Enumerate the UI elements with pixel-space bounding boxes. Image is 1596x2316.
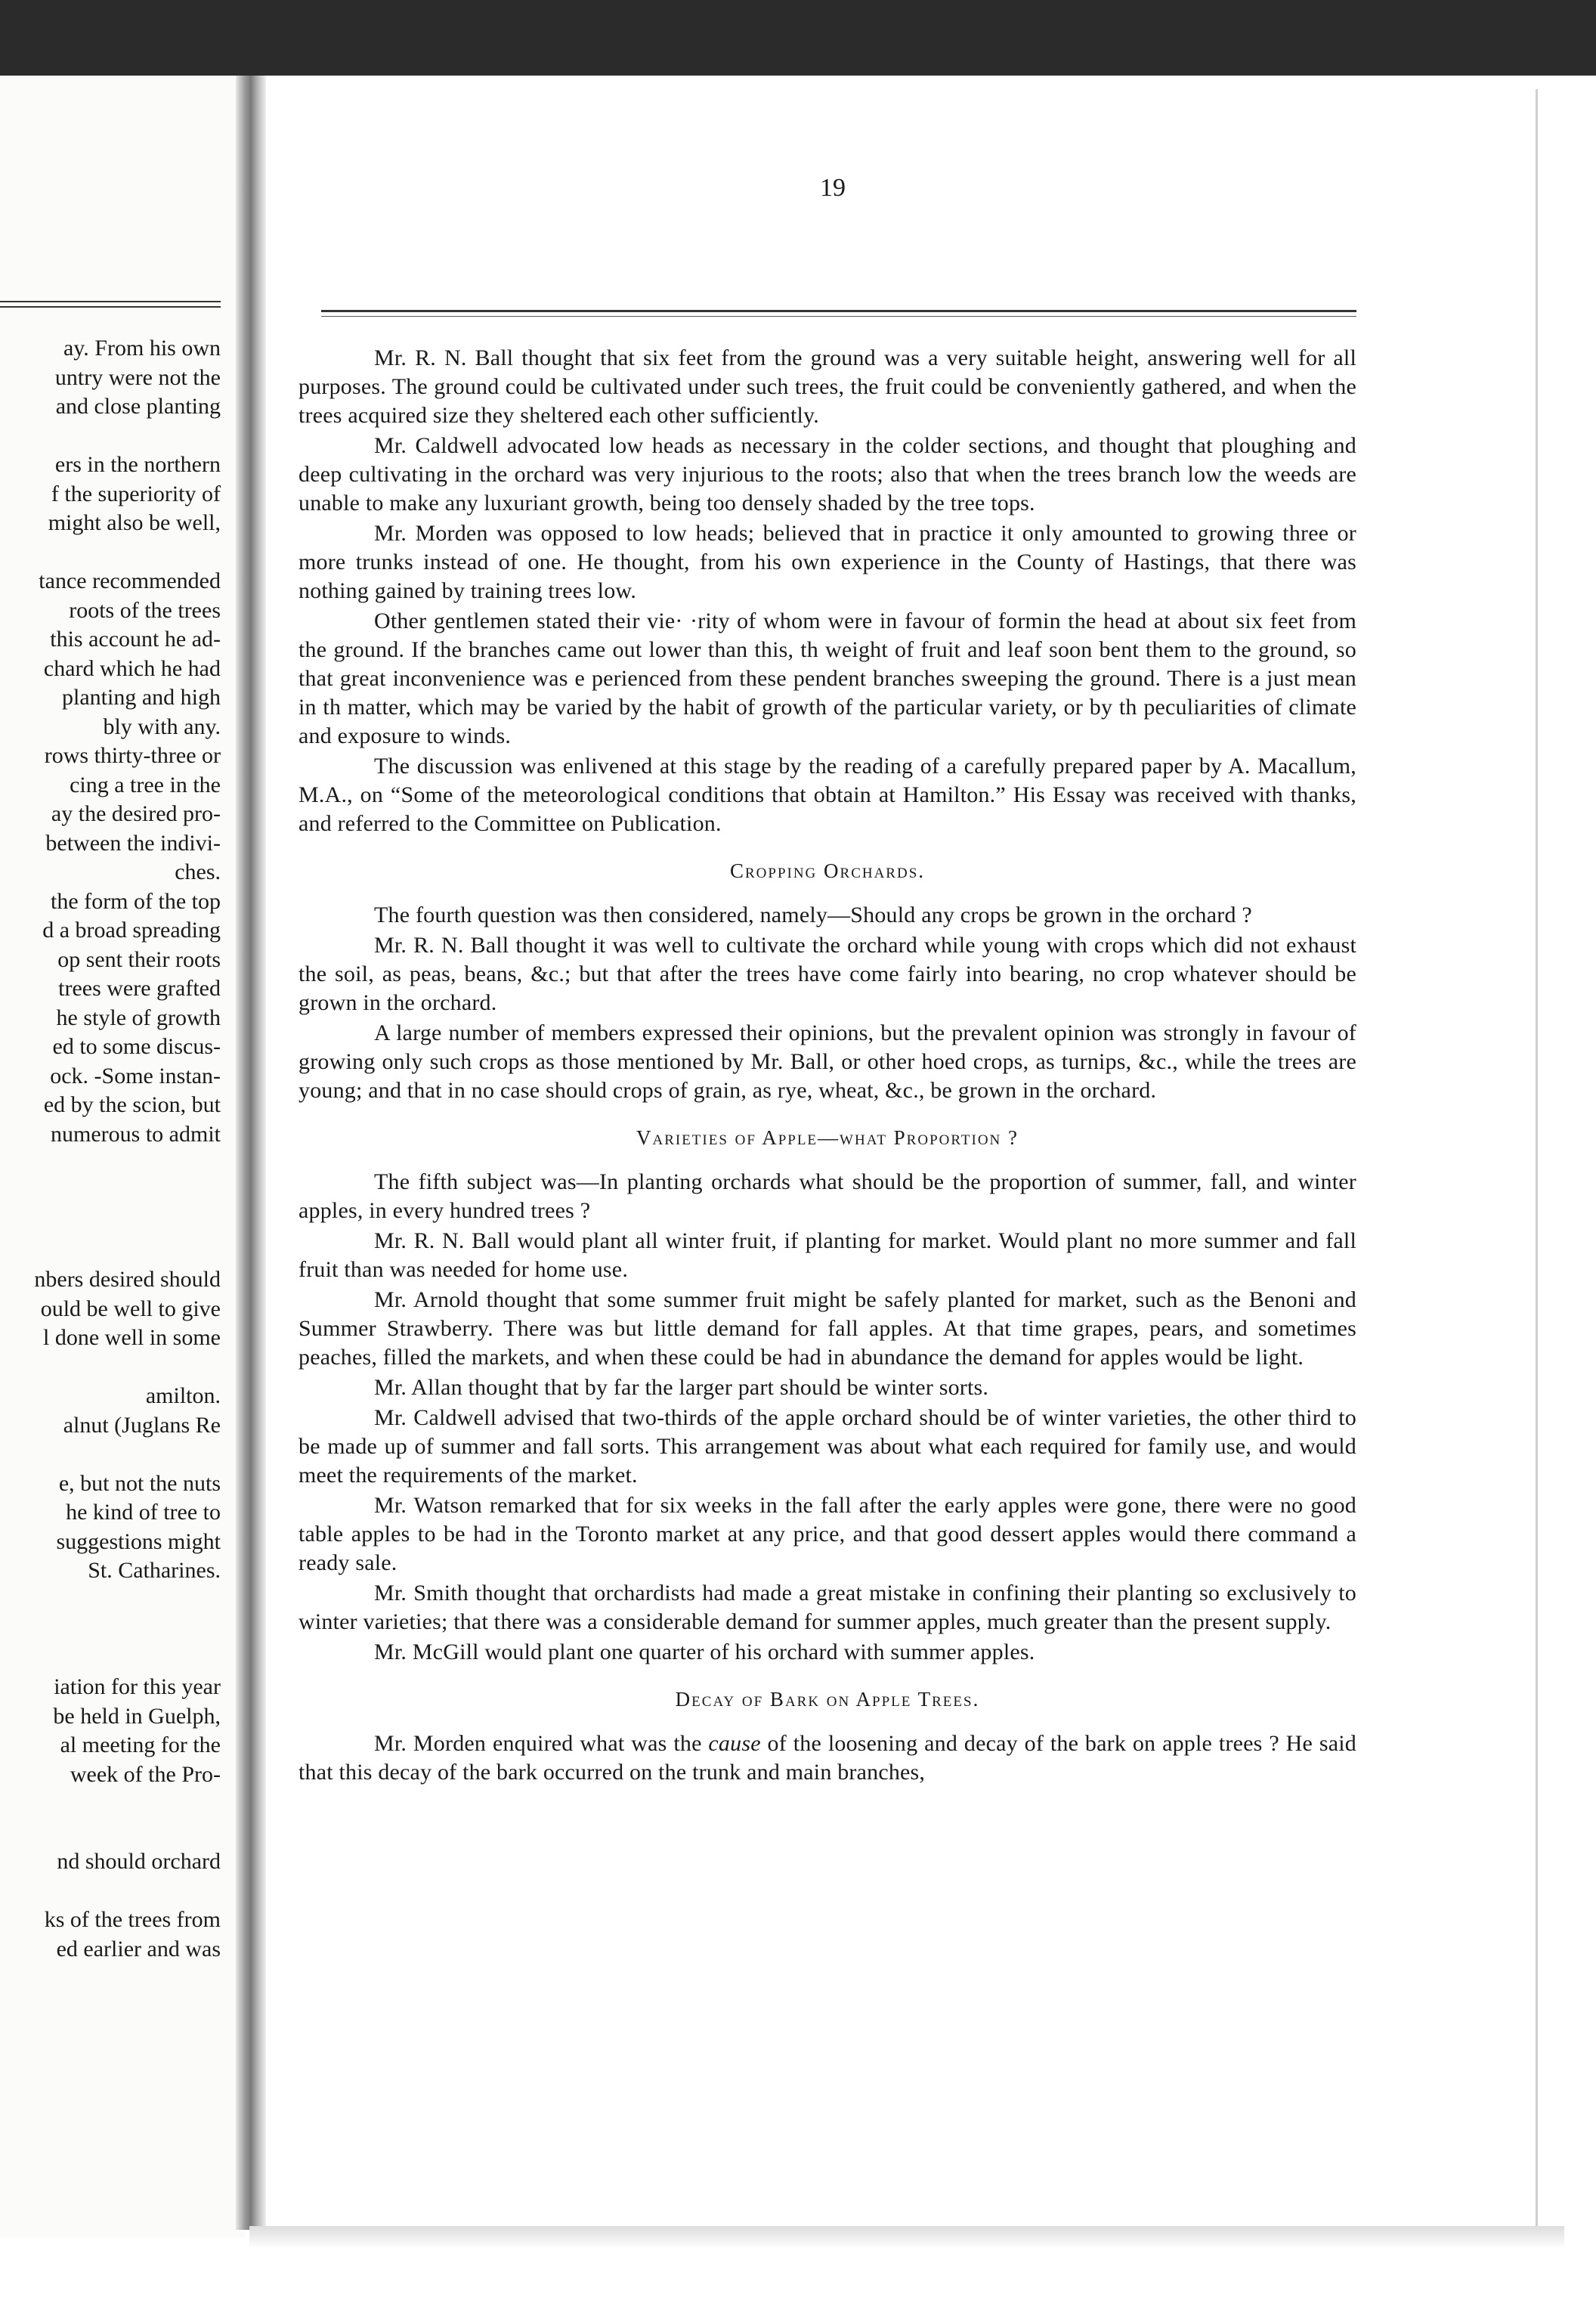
left-page-line: e, but not the nuts	[58, 1470, 221, 1496]
left-page-line: ed to some discus-	[52, 1034, 221, 1059]
paragraph: The fourth question was then considered, namely—Should any crops be grown in the orchard ?	[374, 903, 1252, 927]
left-page-line: he kind of tree to	[66, 1500, 221, 1525]
left-page-line: amilton.	[145, 1383, 221, 1408]
left-page-line: numerous to admit	[51, 1121, 221, 1147]
left-page-line: nbers desired should	[34, 1267, 221, 1292]
left-page-line: between the indivi-	[45, 830, 221, 856]
left-page-line: chard which he had	[43, 655, 221, 681]
page-edge-shadow	[249, 2226, 1564, 2249]
left-page-line: ches.	[175, 859, 221, 884]
left-page-line: ks of the trees from	[44, 1907, 221, 1932]
text-run: of the loosening and decay of the bark on apple trees ? He said that this decay of the bark occurred on the trunk and main branches,	[298, 1731, 1356, 1785]
left-page-line: might also be well,	[48, 510, 221, 535]
paragraph: Mr. Arnold thought that some summer fruit might be safely planted for market, such as the Benoni and Summer Strawberry. There was but little demand for fall apples. At that time grapes, pears, and sometimes peaches, filled the markets, and when these could be had in abundance the demand for apples would be light.	[298, 1287, 1356, 1370]
left-page-line	[0, 1149, 221, 1178]
emphasis: cause	[708, 1731, 761, 1756]
left-page-line: l done well in some	[43, 1325, 221, 1350]
left-page-line: suggestions might	[56, 1528, 221, 1554]
left-page-line: ay the desired pro-	[51, 801, 221, 826]
paragraph: Mr. Smith thought that orchardists had made a great mistake in confining their planting so exclusively to winter varieties; that there was a considerable demand for summer apples, much greater than the present supply.	[298, 1581, 1356, 1634]
left-page-line: trees were grafted	[58, 976, 221, 1001]
page-body	[298, 344, 1356, 1788]
paragraph-last	[298, 1729, 1356, 1787]
header-rule	[321, 310, 1356, 312]
page-number: 19	[820, 174, 846, 202]
left-page-line	[0, 538, 221, 568]
left-page-line: this account he ad-	[50, 627, 221, 652]
left-page-line: and close planting	[55, 394, 221, 419]
scanner-background	[0, 0, 1596, 76]
book-gutter	[236, 76, 266, 2230]
left-page-line	[0, 422, 221, 451]
paragraph: The discussion was enlivened at this stage by the reading of a carefully prepared paper by A. Macallum, M.A., on “Some of the meteorological conditions that obtain at Hamilton.” His Essay was received with thanks, and referred to the Committee on Publication.	[298, 754, 1356, 836]
left-page-line: ay. From his own	[63, 336, 221, 361]
section-heading-decay: Decay of Bark on Apple Trees.	[675, 1688, 980, 1711]
left-page-line	[0, 1877, 221, 1906]
left-page-line: the form of the top	[51, 888, 221, 914]
left-page-line: be held in Guelph,	[53, 1703, 221, 1729]
section-heading-varieties: Varieties of Apple—what Proportion ?	[636, 1126, 1019, 1149]
paragraph: Mr. R. N. Ball would plant all winter fruit, if planting for market. Would plant no more summer and fall fruit than was needed for home use.	[298, 1228, 1356, 1282]
header-rule-thin	[321, 316, 1356, 317]
paragraph: Mr. Caldwell advocated low heads as necessary in the colder sections, and thought that ploughing and deep cultivating in the orchard was very injurious to the roots; also that when the trees branch low the weeds are unable to make any luxuriant growth, being too densely shaded by the tree tops.	[298, 433, 1356, 516]
paragraph: Mr. McGill would plant one quarter of his orchard with summer apples.	[374, 1639, 1035, 1664]
paragraph: Mr. Allan thought that by far the larger part should be winter sorts.	[374, 1375, 989, 1400]
paragraph: Mr. R. N. Ball thought it was well to cultivate the orchard while young with crops which did not exhaust the soil, as peas, beans, &c.; but that after the trees have come fairly into bearing, no crop whatever should be grown in the orchard.	[298, 933, 1356, 1015]
left-page-line: ould be well to give	[40, 1296, 221, 1321]
left-page-line: f the superiority of	[51, 481, 221, 506]
left-page-line: ers in the northern	[54, 452, 221, 477]
left-page-line	[0, 1178, 221, 1208]
left-page-line: St. Catharines.	[88, 1558, 221, 1583]
left-page-line	[0, 1237, 221, 1266]
left-page-line	[0, 1353, 221, 1382]
section-heading-cropping: Cropping Orchards.	[729, 859, 926, 882]
left-page-line: tance recommended	[39, 568, 221, 593]
left-page-line	[0, 1819, 221, 1848]
paragraph: The fifth subject was—In planting orchards what should be the proportion of summer, fall, and winter apples, in every hundred trees ?	[298, 1169, 1356, 1223]
left-page-line	[0, 1440, 221, 1469]
left-page-line: nd should orchard	[57, 1849, 221, 1874]
left-page-line: op sent their roots	[57, 946, 221, 972]
left-page-line	[0, 1644, 221, 1674]
paragraph: Mr. Watson remarked that for six weeks in the fall after the early apples were gone, there were no good table apples to be had in the Toronto market at any price, and that good dessert apples would there command a ready sale.	[298, 1493, 1356, 1575]
paragraph: Mr. Caldwell advised that two-thirds of the apple orchard should be of winter varieties, the other third to be made up of summer and fall sorts. This arrangement was about what each required for family use, and would meet the requirements of the market.	[298, 1405, 1356, 1488]
left-page-line: he style of growth	[56, 1005, 221, 1030]
left-page-line: ed earlier and was	[56, 1936, 221, 1961]
left-page-line: week of the Pro-	[70, 1761, 221, 1787]
paragraph: A large number of members expressed their opinions, but the prevalent opinion was strongly in favour of growing only such crops as those mentioned by Mr. Ball, or other hoed crops, as turnips, &c., while the trees are young; and that in no case should crops of grain, as rye, wheat, &c., be grown in the orchard.	[298, 1020, 1356, 1103]
left-page-line: al meeting for the	[60, 1732, 221, 1757]
left-page-rule	[0, 301, 221, 302]
left-page-line	[0, 1207, 221, 1237]
left-page-line: ed by the scion, but	[43, 1092, 221, 1117]
left-page-line: planting and high	[62, 685, 221, 710]
left-page-line: cing a tree in the	[70, 772, 221, 797]
left-page-line	[0, 1789, 221, 1819]
paragraph: Mr. Morden was opposed to low heads; believed that in practice it only amounted to growing three or more trunks instead of one. He thought, from his own experience in the County of Hastings, that there was nothing gained by training trees low.	[298, 521, 1356, 603]
left-page-rule-thin	[0, 306, 221, 308]
left-page-line: roots of the trees	[69, 597, 221, 623]
left-page-line: alnut (Juglans Re	[63, 1412, 221, 1438]
left-page-line: ock. -Some instan-	[50, 1063, 221, 1088]
left-page-line: iation for this year	[54, 1674, 221, 1699]
left-page-line	[0, 1615, 221, 1644]
left-page-line: rows thirty-three or	[44, 743, 221, 768]
left-page-line: bly with any.	[103, 714, 221, 739]
left-page-line: d a broad spreading	[42, 918, 221, 943]
left-page-line	[0, 1586, 221, 1615]
paragraph: Other gentlemen stated their vie· ·rity of whom were in favour of formin the head at about six feet from the ground. If the branches came out lower than this, th weight of fruit and leaf soon bent them to the ground, so that great inconvenience was e perienced from these pendent branches sweeping the ground. There is a just mean in th matter, which may be varied by the habit of growth of the particular variety, or by th peculiarities of climate and exposure to winds.	[298, 608, 1356, 748]
text-run: Mr. Morden enquired what was the	[374, 1731, 709, 1756]
left-page-text	[0, 334, 221, 1964]
paragraph: Mr. R. N. Ball thought that six feet from the ground was a very suitable height, answering well for all purposes. The ground could be cultivated under such trees, the fruit could be conveniently gathered, and when the trees acquired size they sheltered each other sufficiently.	[298, 345, 1356, 428]
left-page-line: untry were not the	[54, 364, 221, 390]
previous-page-fragment	[0, 76, 246, 2237]
